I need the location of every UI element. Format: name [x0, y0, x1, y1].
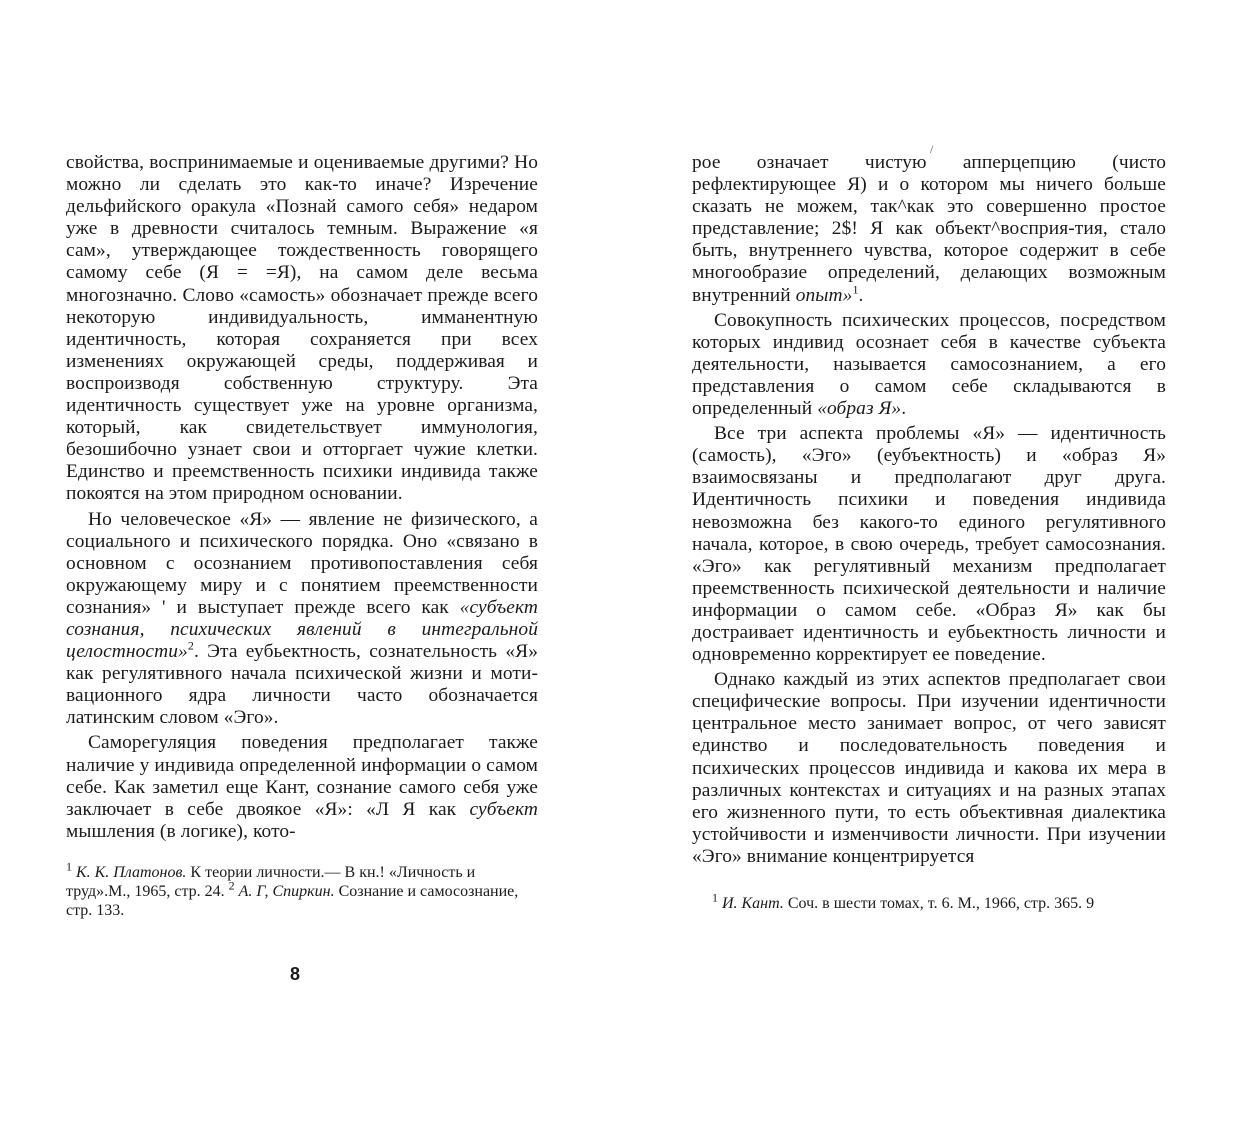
right-paragraph-1 [692, 152, 1166, 307]
right-p1-footnote-ref: 1 [852, 282, 859, 297]
right-footnote-text: Соч. в шести томах, т. 6. М., 1966, стр. 365. 9 [783, 895, 1095, 912]
left-paragraph-1: свойства, воспринимаемые и оцениваемые другими? Но можно ли сделать это как-то иначе? Изречение дельфийского оракула «Познай самого себя» недаром уже в древности считалось темным. Выражение «я сам», утверждающее тождественность говорящего самому себе (Я = =Я), на самом деле весьма многозначно. Слово «самость» обозначает прежде всего некоторую индивидуальность, имманентную идентичность, которая сохраняется при всех изменениях окружающей среды, поддерживая и воспроизводя собственную структуру. Эта идентичность существует уже на уровне организма, который, как свидетельствует иммунология, безошибочно узнает свои и отторгает чужие клетки. Единство и преемственность психики индивида также покоятся на этом природном основании. [66, 152, 538, 505]
right-paragraph-2 [692, 310, 1166, 420]
left-footnote-1-text: К теории личности.— В кн.! «Личность и труд».М., 1965, стр. 24. [66, 863, 476, 900]
right-paragraph-4: Однако каждый из этих аспектов предполагает свои специфические вопросы. При изучении идентичности центральное место занимает вопрос, от чего зависят единство и последовательность поведения и психических процессов индивида и какова их мера в различных контекстах и ситуациях и на разных этапах его жизненного пути, то есть объективная диалектика устойчивости и изменчивости личности. При изучении «Эго» внимание концентрируется [692, 669, 1166, 867]
left-p2-text-a: Но человеческое «Я» — явление не физического, а социального и психического порядка. Оно «связано в основном с осознанием противопоставления себя окружающему миру и с понятием преемственности сознания» ' и выступает прежде всего как [66, 508, 538, 618]
right-p2-italic: «образ Я» [817, 398, 902, 420]
left-page [66, 152, 538, 920]
right-p1-text-c: . [858, 284, 864, 306]
right-footnotes [692, 890, 1166, 913]
right-p1-italic: опыт» [795, 284, 853, 306]
right-p2-text-c: . [901, 398, 907, 420]
right-footnote [712, 890, 1166, 913]
right-footnote-author: И. Кант. [722, 895, 784, 912]
left-p3-text-a: Саморегуляция поведения предполагает также наличие у индивида определенной информации о самом себе. Как заметил еще Кант, сознание самого себя уже заключает в себе двоякое «Я»: «Л Я как [66, 732, 538, 820]
right-p2-text-a: Совокупность психических процессов, посредством которых индивид осознает себя в качестве субъекта деятельности, называется самосознанием, а его представления о самом себе складываются в определенный [692, 309, 1166, 420]
right-page [692, 152, 1166, 913]
left-p3-text-c: мышления (в логике), кото- [66, 820, 296, 842]
right-page-body [692, 152, 1166, 868]
left-footnotes [66, 859, 538, 920]
right-paragraph-3: Все три аспекта проблемы «Я» — идентичность (самость), «Эго» (еубъектность) и «образ Я» взаимосвязаны и предполагают друг друга. Идентичность психики и поведения индивида невозможна без какого-то единого регулятивного начала, которое, в свою очередь, требует самосознания. «Эго» как регулятивный механизм предполагает преемственность психической деятельности и наличие информации о самом себе. «Образ Я» как бы достраивает идентичность и еубьектность личности и одновременно корректирует ее поведение. [692, 423, 1166, 666]
left-page-number: 8 [290, 964, 301, 984]
left-footnote-1-author: К. К. Платонов. [76, 863, 187, 881]
left-paragraph-3 [66, 732, 538, 842]
left-footnote [66, 859, 538, 920]
left-footnote-2-text: Сознание и самосознание, стр. 133. [66, 882, 519, 919]
left-footnote-1-mark: 1 [66, 859, 72, 874]
left-p3-italic: субъект [469, 798, 538, 820]
right-p1-text-a: рое означает чистую апперцепцию (чисто рефлектирующее Я) и о котором мы ничего больше сказать не можем, так^как это совершенно простое представление; 2$! Я как объект^восприя-тия, стало быть, внутреннего чувства, которое содержит в себе многообразие определений, делающих возможным внутренний [692, 152, 1166, 306]
left-p2-italic: «субъект сознания, психических явлений в интегральной целостности» [66, 596, 538, 663]
right-footnote-mark: 1 [712, 890, 718, 905]
left-paragraph-2 [66, 509, 538, 730]
left-p2-text-c: . Эта еубьектность, сознательность «Я» как регулятивного начала психической жизни и моти-вационного ядра личности часто обозначается латинским словом «Эго». [66, 641, 538, 729]
scan-tick-mark: / [930, 142, 934, 156]
left-footnote-2-mark: 2 [228, 878, 235, 893]
left-page-body [66, 152, 538, 843]
left-p2-footnote-ref: 2 [187, 638, 194, 653]
left-footnote-2-author: А. Г, Спиркин. [238, 882, 335, 900]
